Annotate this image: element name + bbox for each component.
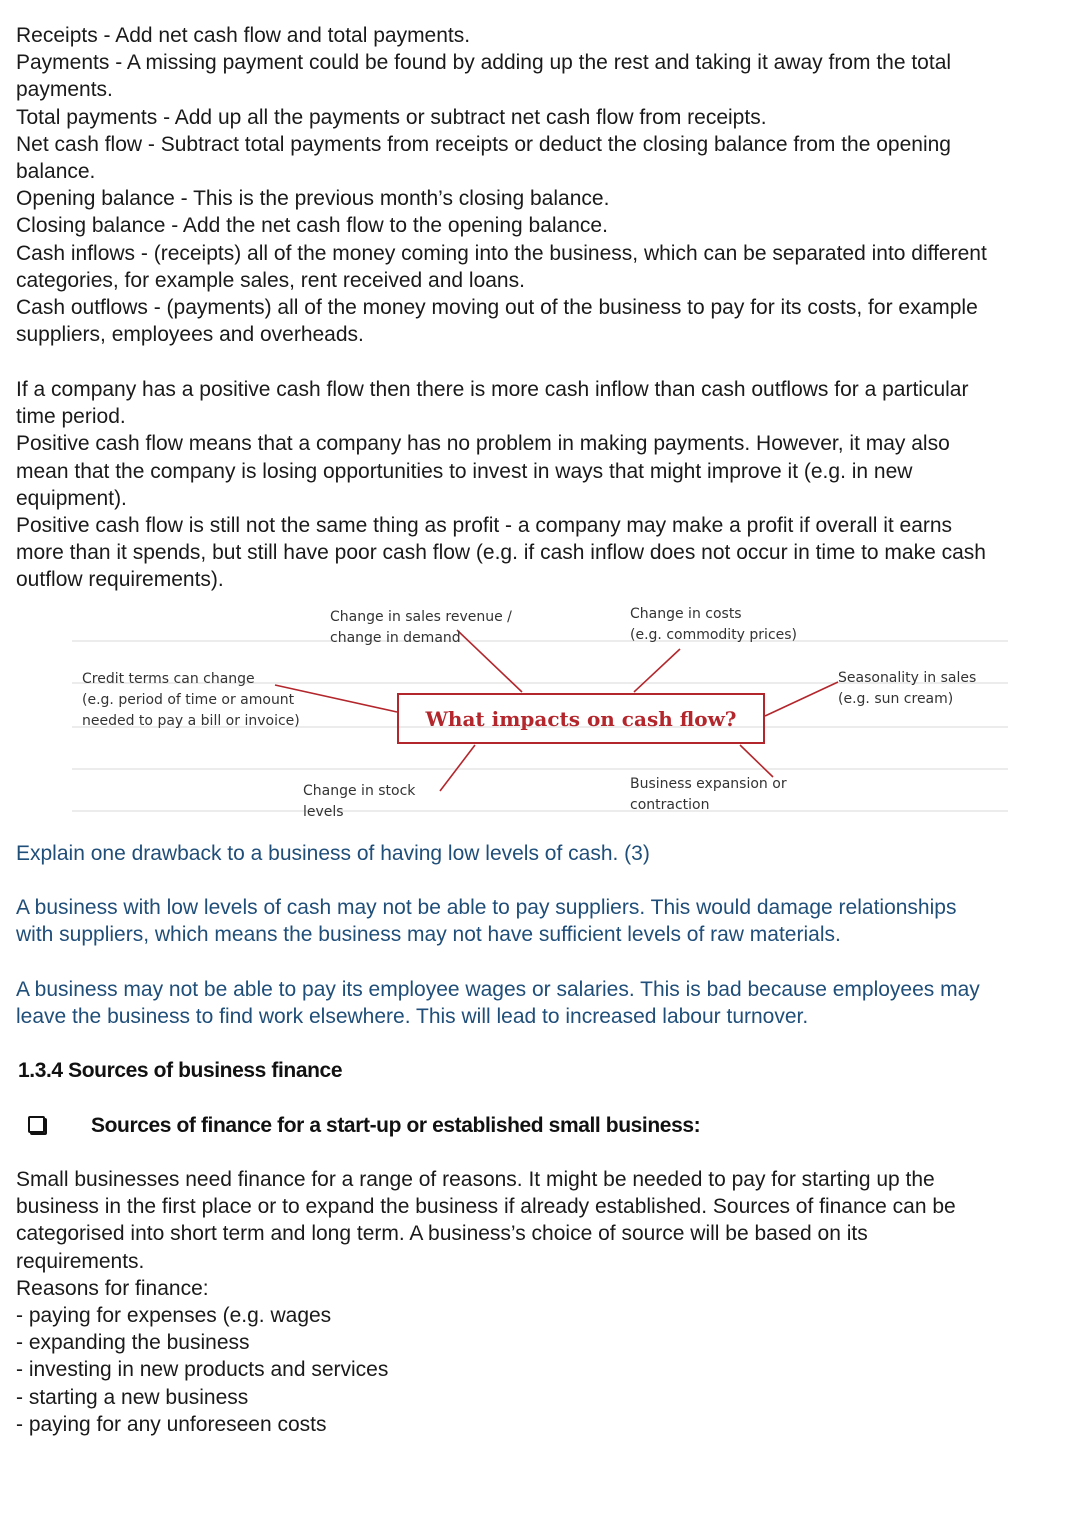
label-line: Change in costs [630,606,742,622]
label-line: change in demand [330,630,461,646]
finance-paragraph [16,1166,1066,1438]
text-line: Net cash flow - Subtract total payments from receipts or deduct the closing balance from the opening [16,132,951,156]
text-line: Closing balance - Add the net cash flow to the opening balance. [16,214,608,238]
label-line: (e.g. period of time or amount [82,692,295,708]
label-stock [303,781,415,823]
label-costs [630,604,797,646]
answer-paragraph-1 [16,894,1066,948]
label-credit [82,669,300,732]
exam-question [16,840,1066,867]
text-line: Positive cash flow is still not the same thing as profit - a company may make a profit if overall it earns [16,513,953,537]
label-expansion [630,774,787,816]
heading-text: 1.3.4 Sources of business finance [18,1059,343,1082]
list-item: - expanding the business [16,1331,250,1355]
subheading-text: Sources of finance for a start-up or established small business: [91,1114,701,1137]
list-item: - investing in new products and services [16,1358,389,1382]
text-line: requirements. [16,1249,145,1273]
label-sales [330,607,512,649]
connector-costs [634,649,680,692]
list-item: - paying for expenses (e.g. wages [16,1303,332,1327]
connector-seasonality [765,682,838,716]
list-item: - starting a new business [16,1385,249,1409]
text-line: outflow requirements). [16,568,224,592]
label-line: contraction [630,797,710,813]
answer-paragraph-2 [16,976,1066,1030]
text-line: Positive cash flow means that a company has no problem in making payments. However, it may also [16,432,950,456]
connector-stock [440,745,475,791]
connector-expansion [740,745,773,777]
text-line: Opening balance - This is the previous month’s closing balance. [16,187,610,211]
text-line: Receipts - Add net cash flow and total payments. [16,24,471,47]
diagram-title-box: What impacts on cash flow? [397,693,765,744]
text-line: leave the business to find work elsewhere. This will lead to increased labour turnover. [16,1005,809,1029]
text-line: Reasons for finance: [16,1276,209,1300]
subheading [14,1112,1064,1139]
text-line: balance. [16,159,96,183]
text-line: time period. [16,405,126,429]
label-line: Business expansion or [630,776,787,792]
label-line: Credit terms can change [82,671,255,687]
text-line: Cash inflows - (receipts) all of the money coming into the business, which can be separated into different [16,241,987,265]
text-line: more than it spends, but still have poor cash flow (e.g. if cash inflow does not occur in time to make cash [16,541,986,565]
label-line: Change in sales revenue / [330,609,512,625]
text-line: suppliers, employees and overheads. [16,323,364,347]
text-line: categorised into short term and long term. A business’s choice of source will be based on its [16,1222,868,1246]
text-line: equipment). [16,486,127,510]
label-line: needed to pay a bill or invoice) [82,713,300,729]
text-line: with suppliers, which means the business may not have sufficient levels of raw materials. [16,923,841,947]
text-line: Total payments - Add up all the payments or subtract net cash flow from receipts. [16,105,767,129]
text-line: Payments - A missing payment could be found by adding up the rest and taking it away from the total [16,51,952,75]
text-line: A business with low levels of cash may not be able to pay suppliers. This would damage relationships [16,896,957,919]
label-line: Change in stock [303,783,416,799]
question-text: Explain one drawback to a business of having low levels of cash. (3) [16,842,650,865]
text-line: A business may not be able to pay its employee wages or salaries. This is bad because employees may [16,978,980,1001]
text-line: payments. [16,78,113,102]
text-line: Small businesses need finance for a range of reasons. It might be needed to pay for starting up the [16,1168,935,1191]
text-line: categories, for example sales, rent received and loans. [16,268,525,292]
checkbox-icon [28,1116,45,1133]
text-line: If a company has a positive cash flow then there is more cash inflow than cash outflows for a particular [16,378,969,401]
label-line: (e.g. commodity prices) [630,627,798,643]
section-heading [18,1057,1068,1084]
text-line: Cash outflows - (payments) all of the money moving out of the business to pay for its costs, for example [16,295,978,319]
list-item: - paying for any unforeseen costs [16,1412,327,1436]
label-line: Seasonality in sales [838,670,977,686]
label-line: (e.g. sun cream) [838,691,954,707]
text-line: business in the first place or to expand the business if already established. Sources of finance can be [16,1195,956,1219]
label-seasonality [838,668,976,710]
label-line: levels [303,804,344,820]
text-line: mean that the company is losing opportunities to invest in ways that might improve it (e.g. in new [16,459,913,483]
